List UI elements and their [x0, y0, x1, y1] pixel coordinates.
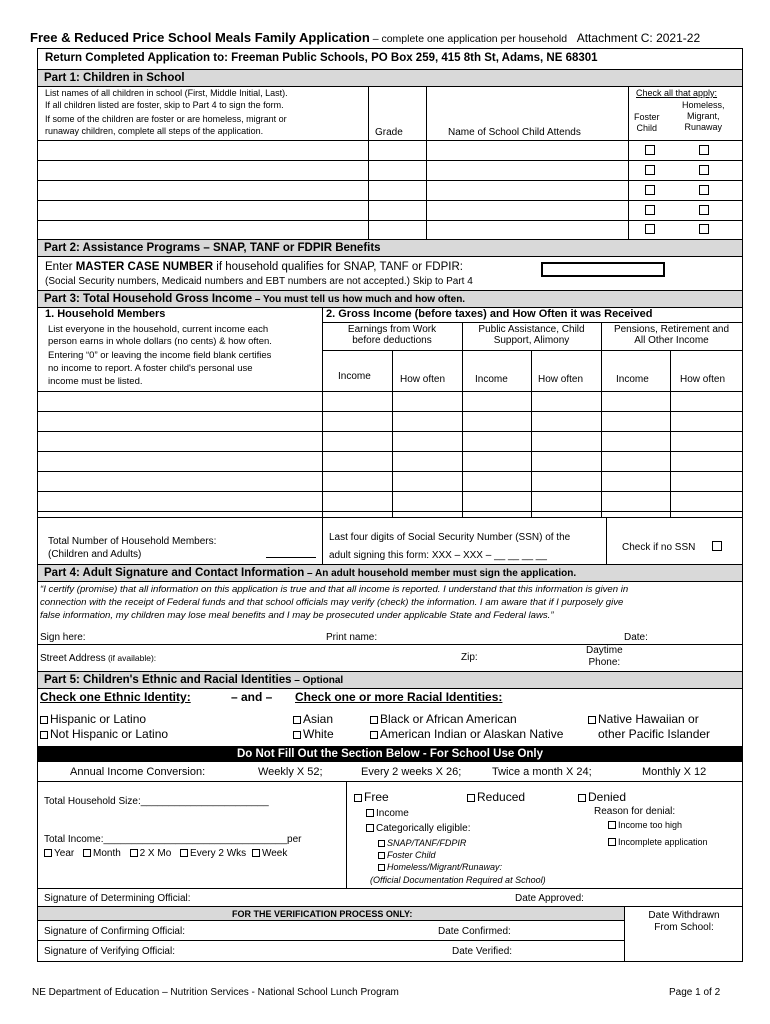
checkbox-icon	[366, 809, 374, 817]
part5-heading: Part 5: Children's Ethnic and Racial Identities – Optional	[38, 672, 742, 689]
part3-heading: Part 3: Total Household Gross Income – You must tell us how much and how often.	[38, 291, 742, 308]
certify-line: connection with the receipt of Federal funds and that school officials may verify (check) the information. I am aware that if I purposely give	[40, 597, 624, 608]
part1-instr4: runaway children, complete all steps of the application.	[45, 126, 264, 136]
checkbox-icon	[608, 838, 616, 846]
conversion-biweekly: Every 2 weeks X 26;	[361, 766, 462, 778]
income-frequency	[44, 848, 287, 860]
pensions-group: Pensions, Retirement and All Other Income	[613, 324, 730, 346]
checkbox-icon	[83, 849, 91, 857]
checkbox-icon	[370, 731, 378, 739]
part4-heading: Part 4: Adult Signature and Contact Information – An adult household member must sign the application.	[38, 565, 742, 582]
child-row[interactable]	[38, 161, 628, 180]
checkbox-icon	[293, 731, 301, 739]
title-main: Free & Reduced Price School Meals Family Application	[30, 30, 370, 45]
certify-line: false information, my children may lose meal benefits and I may be prosecuted under applicable State and Federal laws.”	[40, 610, 554, 621]
part3-instr: Entering “0” or leaving the income field blank certifies	[48, 350, 272, 361]
total-income[interactable]: Total Income:_________________________________per	[44, 834, 302, 845]
part3-instr: person earns in whole dollars (no cents) & how often.	[48, 336, 272, 347]
homeless-checkbox[interactable]	[699, 145, 709, 155]
denied-option[interactable]: Denied	[578, 790, 626, 804]
col-income: Income	[616, 374, 649, 385]
checkbox-icon	[370, 716, 378, 724]
checkbox-icon	[378, 864, 385, 871]
part3-instr: income must be listed.	[48, 376, 143, 387]
checkbox-icon	[293, 716, 301, 724]
conversion-weekly: Weekly X 52;	[258, 766, 323, 778]
footer-left: NE Department of Education – Nutrition Services - National School Lunch Program	[32, 987, 399, 998]
household-member-row[interactable]	[38, 472, 742, 491]
check-all-label: Check all that apply:	[636, 88, 718, 98]
certify-line: “I certify (promise) that all information on this application is true and that all income is reported. I understand that this information is given in	[40, 584, 629, 595]
hawaiian-option-line2: other Pacific Islander	[598, 727, 711, 741]
hmr-option[interactable]: Homeless/Migrant/Runaway:	[378, 862, 502, 873]
col-income: Income	[475, 374, 508, 385]
reason-denial-label: Reason for denial:	[594, 806, 676, 817]
determining-official-label: Signature of Determining Official:	[44, 893, 191, 904]
ssn-label: Last four digits of Social Security Number (SSN) of the	[329, 532, 571, 543]
date-label: Date:	[624, 632, 648, 643]
verification-heading: FOR THE VERIFICATION PROCESS ONLY:	[232, 909, 413, 919]
incomplete-option[interactable]: Incomplete application	[608, 837, 708, 848]
not-hispanic-option[interactable]: Not Hispanic or Latino	[40, 727, 168, 741]
homeless-checkbox[interactable]	[699, 165, 709, 175]
earnings-group: Earnings from Work before deductions	[347, 324, 437, 346]
every-two-weeks-option[interactable]: Every 2 Wks	[180, 848, 246, 859]
checkbox-icon	[180, 849, 188, 857]
case-number-label: Enter MASTER CASE NUMBER if household qualifies for SNAP, TANF or FDPIR:	[45, 261, 463, 273]
part2-heading: Part 2: Assistance Programs – SNAP, TANF or FDPIR Benefits	[38, 240, 742, 256]
date-verified-label: Date Verified:	[452, 946, 513, 957]
part1-instr3: If some of the children are foster or are homeless, migrant or	[45, 114, 287, 124]
conversion-twice: Twice a month X 24;	[492, 766, 592, 778]
hispanic-option[interactable]: Hispanic or Latino	[40, 712, 146, 726]
hawaiian-option[interactable]: Native Hawaiian or	[588, 712, 699, 726]
date-withdrawn-label: Date Withdrawn From School:	[648, 910, 720, 933]
col-household-members: 1. Household Members	[45, 308, 166, 320]
household-member-row[interactable]	[38, 392, 742, 411]
verifying-official-label: Signature of Verifying Official:	[44, 946, 175, 957]
checkbox-icon	[44, 849, 52, 857]
ssn-input[interactable]: adult signing this form: XXX – XXX – __ __ __ __	[329, 550, 547, 561]
checkbox-icon	[130, 849, 138, 857]
household-member-row[interactable]	[38, 432, 742, 451]
attachment-label: Attachment C: 2021-22	[576, 31, 701, 45]
checkbox-icon	[40, 731, 48, 739]
foster-checkbox[interactable]	[645, 165, 655, 175]
confirming-official-label: Signature of Confirming Official:	[44, 926, 185, 937]
col-how-often: How often	[400, 374, 446, 385]
foster-checkbox[interactable]	[645, 205, 655, 215]
date-confirmed-label: Date Confirmed:	[438, 926, 511, 937]
checkbox-icon	[578, 794, 586, 802]
address-field[interactable]	[38, 645, 742, 671]
total-members-sub: (Children and Adults)	[48, 549, 142, 560]
title-sub: – complete one application per household	[369, 33, 568, 45]
total-household-size[interactable]: Total Household Size:_______________________	[44, 796, 269, 807]
col-gross-income: 2. Gross Income (before taxes) and How Often it was Received	[326, 308, 653, 320]
conversion-label: Annual Income Conversion:	[70, 766, 206, 778]
zip-label: Zip:	[461, 652, 478, 663]
foster-option[interactable]: Foster Child	[378, 850, 436, 861]
col-how-often: How often	[538, 374, 584, 385]
checkbox-icon	[467, 794, 475, 802]
case-number-input[interactable]	[541, 262, 665, 277]
official-doc-note: (Official Documentation Required at School)	[370, 875, 546, 885]
snap-option[interactable]: SNAP/TANF/FDPIR	[378, 838, 466, 849]
income-too-high-option[interactable]: Income too high	[608, 820, 682, 831]
income-option[interactable]: Income	[366, 808, 409, 820]
street-address-label: Street Address (if available):	[40, 653, 157, 664]
foster-checkbox[interactable]	[645, 185, 655, 195]
return-address: Return Completed Application to: Freeman Public Schools, PO Box 259, 415 8th St, Adams, NE 68301	[45, 52, 598, 64]
week-option[interactable]: Week	[252, 848, 287, 859]
sign-here-label: Sign here:	[40, 632, 86, 643]
part3-instr: no income to report. A foster child's personal use	[48, 363, 253, 374]
col-income: Income	[338, 371, 371, 382]
and-label: – and –	[231, 690, 273, 704]
assistance-group: Public Assistance, Child Support, Alimony	[478, 324, 585, 346]
part2-note: (Social Security numbers, Medicaid numbers and EBT numbers are not accepted.) Skip to Part 4	[45, 276, 473, 287]
conversion-monthly: Monthly X 12	[642, 766, 707, 778]
checkbox-icon	[40, 716, 48, 724]
asian-option[interactable]: Asian	[293, 712, 333, 726]
foster-checkbox[interactable]	[645, 224, 655, 234]
child-row[interactable]	[38, 141, 628, 160]
total-members-label: Total Number of Household Members:	[48, 536, 217, 547]
date-approved-label: Date Approved:	[515, 893, 584, 904]
reduced-option[interactable]: Reduced	[467, 790, 525, 804]
homeless-checkbox[interactable]	[699, 205, 709, 215]
col-homeless: Homeless, Migrant, Runaway	[682, 100, 725, 132]
white-option[interactable]: White	[293, 727, 334, 741]
free-option[interactable]: Free	[354, 790, 389, 804]
page-number: Page 1 of 2	[669, 987, 721, 998]
print-name-label: Print name:	[326, 632, 378, 643]
form-title	[30, 30, 700, 45]
checkbox-icon	[588, 716, 596, 724]
household-member-row[interactable]	[38, 412, 742, 431]
twice-month-option[interactable]: 2 X Mo	[130, 848, 172, 859]
household-member-row[interactable]	[38, 452, 742, 471]
checkbox-icon	[608, 821, 616, 829]
foster-checkbox[interactable]	[645, 145, 655, 155]
no-ssn-label: Check if no SSN	[622, 542, 696, 553]
total-members-input[interactable]	[266, 557, 316, 558]
month-option[interactable]: Month	[83, 848, 121, 859]
racial-heading: Check one or more Racial Identities:	[295, 690, 503, 704]
col-foster: Foster Child	[634, 112, 660, 133]
daytime-phone-label: Daytime Phone:	[586, 645, 623, 668]
signature-field[interactable]	[38, 621, 742, 643]
child-row[interactable]	[38, 221, 628, 239]
no-ssn-checkbox[interactable]	[712, 541, 722, 551]
household-member-row[interactable]	[38, 492, 742, 511]
part3-instr: List everyone in the household, current income each	[48, 324, 269, 335]
checkbox-icon	[378, 840, 385, 847]
homeless-checkbox[interactable]	[699, 224, 709, 234]
col-school-name: Name of School Child Attends	[448, 127, 581, 138]
categorical-option[interactable]: Categorically eligible:	[366, 823, 471, 835]
school-use-banner: Do Not Fill Out the Section Below - For School Use Only	[38, 746, 742, 762]
part1-heading: Part 1: Children in School	[38, 70, 742, 86]
year-option[interactable]: Year	[44, 848, 74, 859]
ethnic-heading: Check one Ethnic Identity:	[40, 690, 191, 704]
col-how-often: How often	[680, 374, 726, 385]
checkbox-icon	[252, 849, 260, 857]
col-grade: Grade	[375, 127, 403, 138]
child-row[interactable]	[38, 181, 628, 200]
part1-instr1: List names of all children in school (First, Middle Initial, Last).	[45, 88, 288, 98]
black-option[interactable]: Black or African American	[370, 712, 517, 726]
checkbox-icon	[378, 852, 385, 859]
child-row[interactable]	[38, 201, 628, 220]
american-indian-option[interactable]: American Indian or Alaskan Native	[370, 727, 563, 741]
homeless-checkbox[interactable]	[699, 185, 709, 195]
checkbox-icon	[366, 824, 374, 832]
checkbox-icon	[354, 794, 362, 802]
part1-instr2: If all children listed are foster, skip to Part 4 to sign the form.	[45, 100, 284, 110]
